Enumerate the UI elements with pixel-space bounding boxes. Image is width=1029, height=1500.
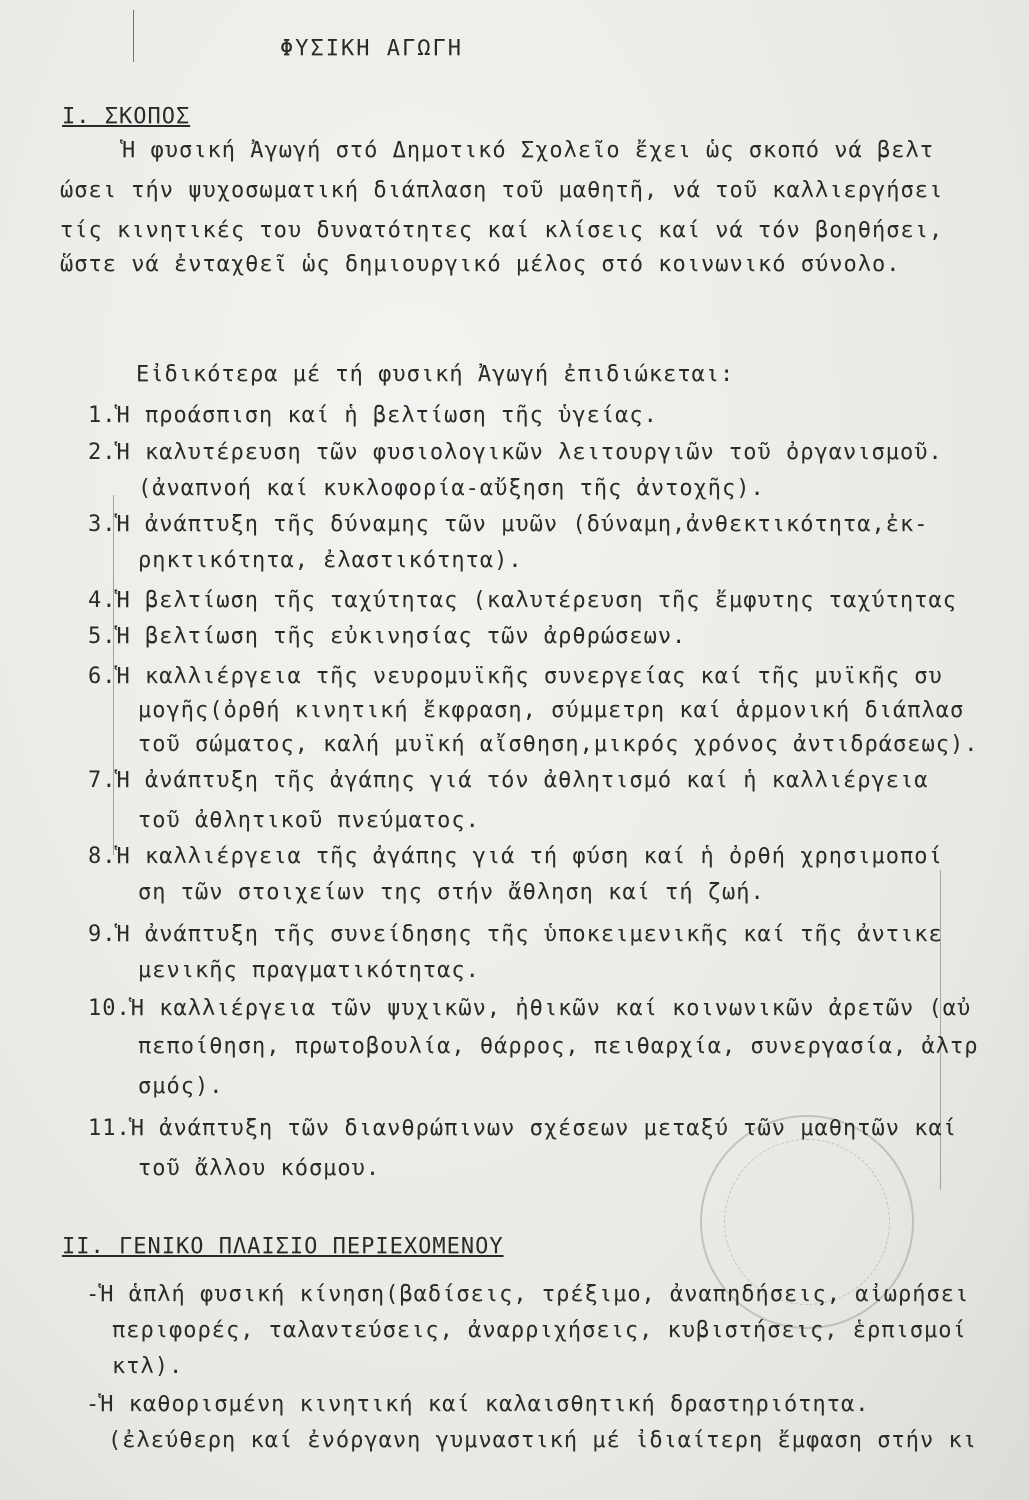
section-2-heading: ΙΙ. ΓΕΝΙΚΟ ΠΛΑΙΣΙΟ ΠΕΡΙΕΧΟΜΕΝΟΥ xyxy=(62,1234,504,1259)
item-text: Ἡ βελτίωση τῆς ταχύτητας (καλυτέρευση τῆς ἔμφυτης ταχύτητας xyxy=(116,588,957,613)
list-item-11-cont: τοῦ ἄλλου κόσμου. xyxy=(138,1156,381,1181)
list-item-10-cont: πεποίθηση, πρωτοβουλία, θάρρος, πειθαρχία, συνεργασία, ἀλτρ xyxy=(138,1034,979,1059)
item-number: 3. xyxy=(88,512,117,537)
list-item-6 xyxy=(88,664,943,689)
item-number: 4. xyxy=(88,588,117,613)
content-line: (ἐλεύθερη καί ἐνόργανη γυμναστική μέ ἰδιαίτερη ἔμφαση στήν κι xyxy=(108,1428,977,1453)
item-number: 1. xyxy=(88,403,117,428)
content-line: κτλ). xyxy=(112,1354,184,1379)
item-number: 8. xyxy=(88,844,117,869)
item-number: 7. xyxy=(88,768,117,793)
list-item-7 xyxy=(88,768,928,793)
list-item-4 xyxy=(88,588,957,613)
page-title: ΦΥΣΙΚΗ ΑΓΩΓΗ xyxy=(280,36,463,61)
content-line: -Ἡ ἁπλή φυσική κίνηση(βαδίσεις, τρέξιμο, ἀναπηδήσεις, αἰωρήσει xyxy=(86,1282,970,1307)
list-intro: Εἰδικότερα μέ τή φυσική Ἀγωγή ἐπιδιώκεται: xyxy=(136,362,735,387)
list-item-6-cont: τοῦ σώματος, καλή μυϊκή αἴσθηση,μικρός χρόνος ἀντιδράσεως). xyxy=(138,732,979,757)
list-item-10 xyxy=(88,996,971,1021)
paragraph-line: ώσει τήν ψυχοσωματική διάπλαση τοῦ μαθητῆ, νά τοῦ καλλιεργήσει xyxy=(60,178,944,203)
item-text: Ἡ καλλιέργεια τῶν ψυχικῶν, ἠθικῶν καί κοινωνικῶν ἀρετῶν (αὐ xyxy=(130,996,972,1021)
item-number: 6. xyxy=(88,664,117,689)
paragraph-line: ὥστε νά ἐνταχθεῖ ὡς δημιουργικό μέλος στό κοινωνικό σύνολο. xyxy=(60,252,901,277)
paragraph-line: τίς κινητικές του δυνατότητες καί κλίσεις καί νά τόν βοηθήσει, xyxy=(60,218,944,243)
list-item-11 xyxy=(88,1116,957,1141)
content-line: περιφορές, ταλαντεύσεις, ἀναρριχήσεις, κυβιστήσεις, ἑρπισμοί xyxy=(112,1318,967,1343)
margin-rule xyxy=(940,870,941,1190)
list-item-2 xyxy=(88,440,943,465)
item-number: 9. xyxy=(88,922,117,947)
list-item-8-cont: ση τῶν στοιχείων της στήν ἄθληση καί τή ζωή. xyxy=(138,880,765,905)
item-text: Ἡ ἀνάπτυξη τῆς δύναμης τῶν μυῶν (δύναμη,ἀνθεκτικότητα,ἐκ- xyxy=(116,512,929,537)
list-item-1 xyxy=(88,403,658,428)
list-item-9 xyxy=(88,922,943,947)
item-text: Ἡ ἀνάπτυξη τῆς συνείδησης τῆς ὑποκειμενικῆς καί τῆς ἀντικε xyxy=(116,922,943,947)
item-text: Ἡ ἀνάπτυξη τῶν διανθρώπινων σχέσεων μεταξύ τῶν μαθητῶν καί xyxy=(130,1116,957,1141)
list-item-2-cont: (ἀναπνοή καί κυκλοφορία-αὔξηση τῆς ἀντοχῆς). xyxy=(138,476,765,501)
item-text: Ἡ ἀνάπτυξη τῆς ἀγάπης γιά τόν ἀθλητισμό καί ἡ καλλιέργεια xyxy=(116,768,929,793)
item-number: 5. xyxy=(88,624,117,649)
list-item-8 xyxy=(88,844,943,869)
list-item-5 xyxy=(88,624,686,649)
item-text: Ἡ καλλιέργεια τῆς ἀγάπης γιά τή φύση καί ἡ ὀρθή χρησιμοποί xyxy=(116,844,943,869)
item-number: 10. xyxy=(88,996,131,1021)
list-item-3-cont: ρηκτικότητα, ἐλαστικότητα). xyxy=(138,548,523,573)
list-item-3 xyxy=(88,512,928,537)
section-1-heading: Ι. ΣΚΟΠΟΣ xyxy=(62,104,191,129)
item-number: 11. xyxy=(88,1116,131,1141)
content-line: -Ἡ καθορισμένη κινητική καί καλαισθητική δραστηριότητα. xyxy=(86,1392,870,1417)
item-text: Ἡ καλυτέρευση τῶν φυσιολογικῶν λειτουργιῶν τοῦ ὀργανισμοῦ. xyxy=(116,440,943,465)
list-item-9-cont: μενικῆς πραγματικότητας. xyxy=(138,958,480,983)
paragraph-line: Ἡ φυσική Ἀγωγή στό Δημοτικό Σχολεῖο ἔχει ὡς σκοπό νά βελτ xyxy=(122,138,934,163)
list-item-7-cont: τοῦ ἀθλητικοῦ πνεύματος. xyxy=(138,808,480,833)
item-text: Ἡ καλλιέργεια τῆς νευρομυϊκῆς συνεργείας καί τῆς μυϊκῆς συ xyxy=(116,664,943,689)
item-number: 2. xyxy=(88,440,117,465)
item-text: Ἡ βελτίωση τῆς εὐκινησίας τῶν ἀρθρώσεων. xyxy=(116,624,687,649)
margin-rule xyxy=(133,10,134,62)
list-item-6-cont: μογῆς(ὀρθή κινητική ἔκφραση, σύμμετρη καί ἁρμονική διάπλασ xyxy=(138,698,965,723)
list-item-10-cont: σμός). xyxy=(138,1074,224,1099)
item-text: Ἡ προάσπιση καί ἡ βελτίωση τῆς ὑγείας. xyxy=(116,403,658,428)
